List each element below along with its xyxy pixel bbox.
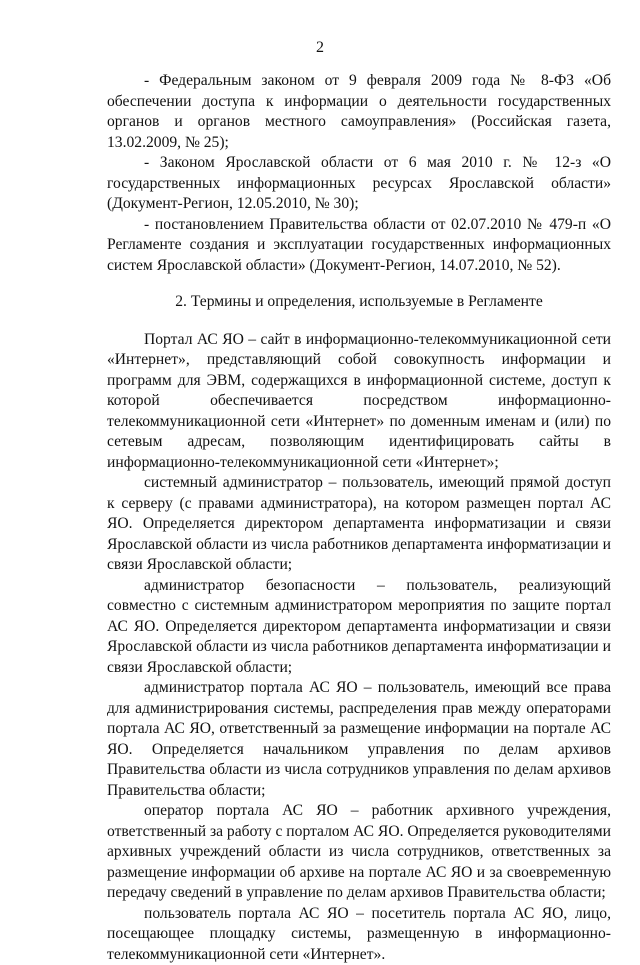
section-heading: 2. Термины и определения, используемые в Регламенте — [107, 292, 611, 313]
definition-portal-user: пользователь портала АС ЯО – посетитель портала АС ЯО, лицо, посещающее площадку системы, размещенную в информационно-телекоммуникационной сети «Интернет». — [107, 904, 611, 965]
definition-portal: Портал АС ЯО – сайт в информационно-телекоммуникационной сети «Интернет», представляющий собой совокупность информации и программ для ЭВМ, содержащихся в информационной системе, доступ к которой обеспечивается посредством информационно-телекоммуникационной сети «Интернет» по доменным именам и (или) по сетевым адресам, позволяющим идентифицировать сайты в информационно-телекоммуникационной сети «Интернет»; — [107, 330, 611, 474]
definition-portal-operator: оператор портала АС ЯО – работник архивного учреждения, ответственный за работу с порталом АС ЯО. Определяется руководителями архивных учреждений области из числа сотрудников, ответственных за размещение информации об архиве на портале АС ЯО и за своевременную передачу сведений в управление по делам архивов Правительства области; — [107, 801, 611, 904]
page-number: 2 — [0, 38, 640, 58]
legal-basis-item-federal-law: - Федеральным законом от 9 февраля 2009 года № 8-ФЗ «Об обеспечении доступа к информации о деятельности государственных органов и органов местного самоуправления» (Российская газета, 13.02.2009, № 25); — [107, 71, 611, 153]
legal-basis-item-regional-law: - Законом Ярославской области от 6 мая 2010 г. № 12-з «О государственных информационных ресурсах Ярославской области» (Документ-Регион, 12.05.2010, № 30); — [107, 153, 611, 215]
definition-security-administrator: администратор безопасности – пользователь, реализующий совместно с системным администратором мероприятия по защите портал АС ЯО. Определяется директором департамента информатизации и связи Ярославской области из числа работников департамента информатизации и связи Ярославской области; — [107, 576, 611, 679]
legal-basis-item-government-resolution: - постановлением Правительства области от 02.07.2010 № 479-п «О Регламенте создания и эксплуатации государственных информационных систем Ярославской области» (Документ-Регион, 14.07.2010, № 52). — [107, 215, 611, 277]
definition-system-administrator: системный администратор – пользователь, имеющий прямой доступ к серверу (с правами администратора), на котором размещен портал АС ЯО. Определяется директором департамента информатизации и связи Ярославской области из числа работников департамента информатизации и связи Ярославской области; — [107, 473, 611, 576]
definition-portal-administrator: администратор портала АС ЯО – пользователь, имеющий все права для администрирования системы, распределения прав между операторами портала АС ЯО, ответственный за размещение информации на портале АС ЯО. Определяется начальником управления по делам архивов Правительства области из числа сотрудников управления по делам архивов Правительства области; — [107, 678, 611, 801]
document-body — [107, 71, 611, 965]
